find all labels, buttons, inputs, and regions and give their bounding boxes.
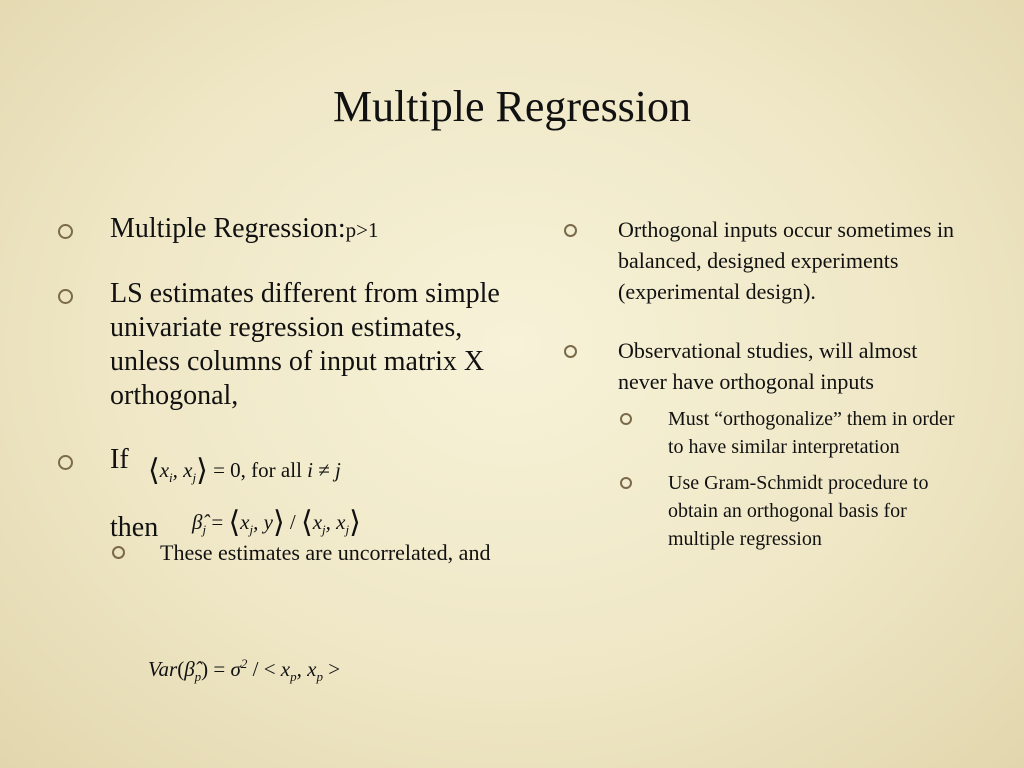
bullet-text: LS estimates different from simple univariate regression estimates, unless columns of input matrix X orthogonal, <box>110 278 500 411</box>
bullet-ring-icon <box>620 477 632 489</box>
then-label: then <box>110 512 159 543</box>
bullet-ring-icon <box>58 455 73 470</box>
formula-orthogonality: $⟨x_i$, $x_j⟩ = 0$, for all i ≠ j <box>148 454 341 487</box>
bullet-text: Orthogonal inputs occur sometimes in balanced, designed experiments (experimental design). <box>618 217 955 304</box>
bullet-ring-icon <box>112 546 125 559</box>
bullet-multiple-regression <box>58 212 508 247</box>
if-label: If <box>110 444 129 475</box>
formula-beta-hat: $\betâ_j$ = $⟨x_j$, y⟩ / $⟨x_j$, $x_j⟩$ <box>192 506 361 539</box>
bullet-observational-studies <box>564 335 964 397</box>
bullet-ring-icon <box>58 289 73 304</box>
formula-variance: $Var(\betâ_p) = \sigma^2$ / < $x_p$, $x_p$ > <box>148 656 341 685</box>
bullet-ring-icon <box>564 345 577 358</box>
sub-bullet-text: Must “orthogonalize” them in order to have similar interpretation <box>668 408 955 458</box>
sub-bullet-text: Use Gram-Schmidt procedure to obtain an orthogonal basis for multiple regression <box>668 472 929 550</box>
bullet-ls-estimates <box>58 277 508 413</box>
bullet-ring-icon <box>564 224 577 237</box>
bullet-suffix: p>1 <box>345 218 379 242</box>
bullet-ring-icon <box>58 224 73 239</box>
bullet-orthogonal-inputs <box>564 214 964 307</box>
bullet-text: Observational studies, will almost never have orthogonal inputs <box>618 338 918 394</box>
bullet-text: Multiple Regression: <box>110 213 346 244</box>
sub-bullet-text: These estimates are uncorrelated, and <box>160 540 491 565</box>
sub-bullet-orthogonalize <box>620 405 964 461</box>
right-column <box>564 214 964 553</box>
slide-title: Multiple Regression <box>332 82 692 131</box>
formula-if-rest: = 0, for all <box>213 458 302 482</box>
formula-neq: ≠ <box>318 458 330 482</box>
sub-bullet-gram-schmidt <box>620 469 964 553</box>
bullet-ring-icon <box>620 413 632 425</box>
sub-bullet-uncorrelated <box>110 539 508 567</box>
